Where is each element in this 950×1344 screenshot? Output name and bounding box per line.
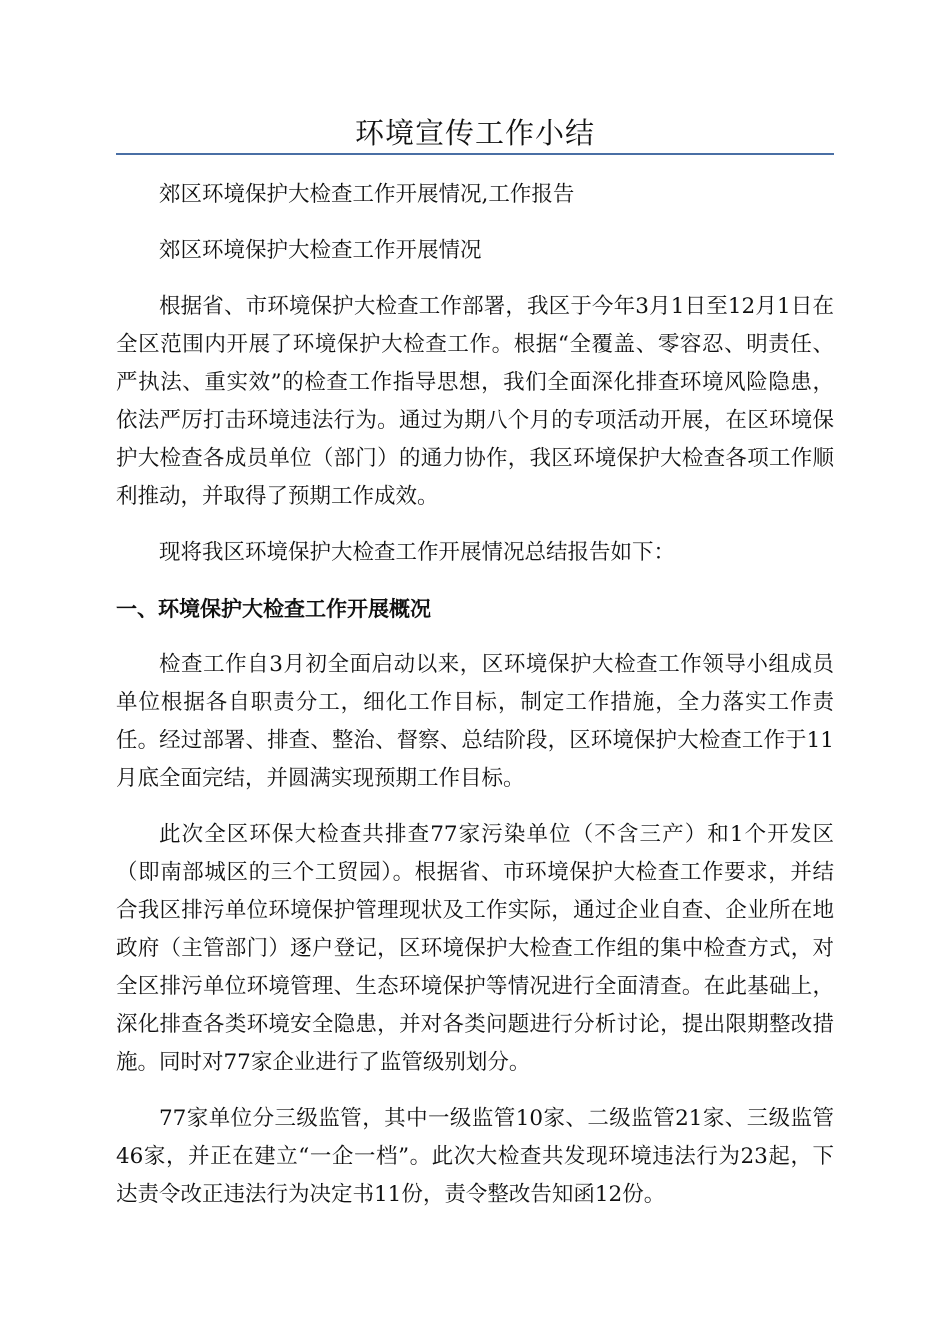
body-paragraph-intro: 根据省、市环境保护大检查工作部署，我区于今年3月1日至12月1日在全区范围内开展了环境保护大检查工作。根据“全覆盖、零容忍、明责任、严执法、重实效”的检查工作指导思想，我们全面深化排查环境风险隐患，依法严厉打击环境违法行为。通过为期八个月的专项活动开展，在区环境保护大检查各成员单位（部门）的通力协作，我区环境保护大检查各项工作顺利推动，并取得了预期工作成效。	[116, 294, 834, 509]
section-heading-overview: 一、环境保护大检查工作开展概况	[116, 597, 431, 621]
document-title: 环境宣传工作小结	[354, 116, 595, 150]
body-paragraph-inspection: 此次全区环保大检查共排查77家污染单位（不含三产）和1个开发区（即南部城区的三个工贸园）。根据省、市环境保护大检查工作要求，并结合我区排污单位环境保护管理现状及工作实际，通过企业自查、企业所在地政府（主管部门）逐户登记，区环境保护大检查工作组的集中检查方式，对全区排污单位环境管理、生态环境保护等情况进行全面清查。在此基础上，深化排查各类环境安全隐患，并对各类问题进行分析讨论，提出限期整改措施。同时对77家企业进行了监管级别划分。	[116, 822, 834, 1075]
body-paragraph-supervision: 77家单位分三级监管，其中一级监管10家、二级监管21家、三级监管46家，并正在建立“一企一档”。此次大检查共发现环境违法行为23起，下达责令改正违法行为决定书11份，责令整改告知函12份。	[116, 1106, 834, 1207]
body-paragraph-summary-lead: 现将我区环境保护大检查工作开展情况总结报告如下：	[159, 540, 676, 565]
document-body	[116, 176, 834, 1232]
body-paragraph-progress: 检查工作自3月初全面启动以来，区环境保护大检查工作领导小组成员单位根据各自职责分工，细化工作目标，制定工作措施，全力落实工作责任。经过部署、排查、整治、督察、总结阶段，区环境保护大检查工作于11月底全面完结，并圆满实现预期工作目标。	[116, 652, 834, 791]
report-section-title: 郊区环境保护大检查工作开展情况	[159, 238, 482, 263]
report-subject-line: 郊区环境保护大检查工作开展情况,工作报告	[159, 182, 575, 207]
title-underline	[116, 153, 834, 155]
